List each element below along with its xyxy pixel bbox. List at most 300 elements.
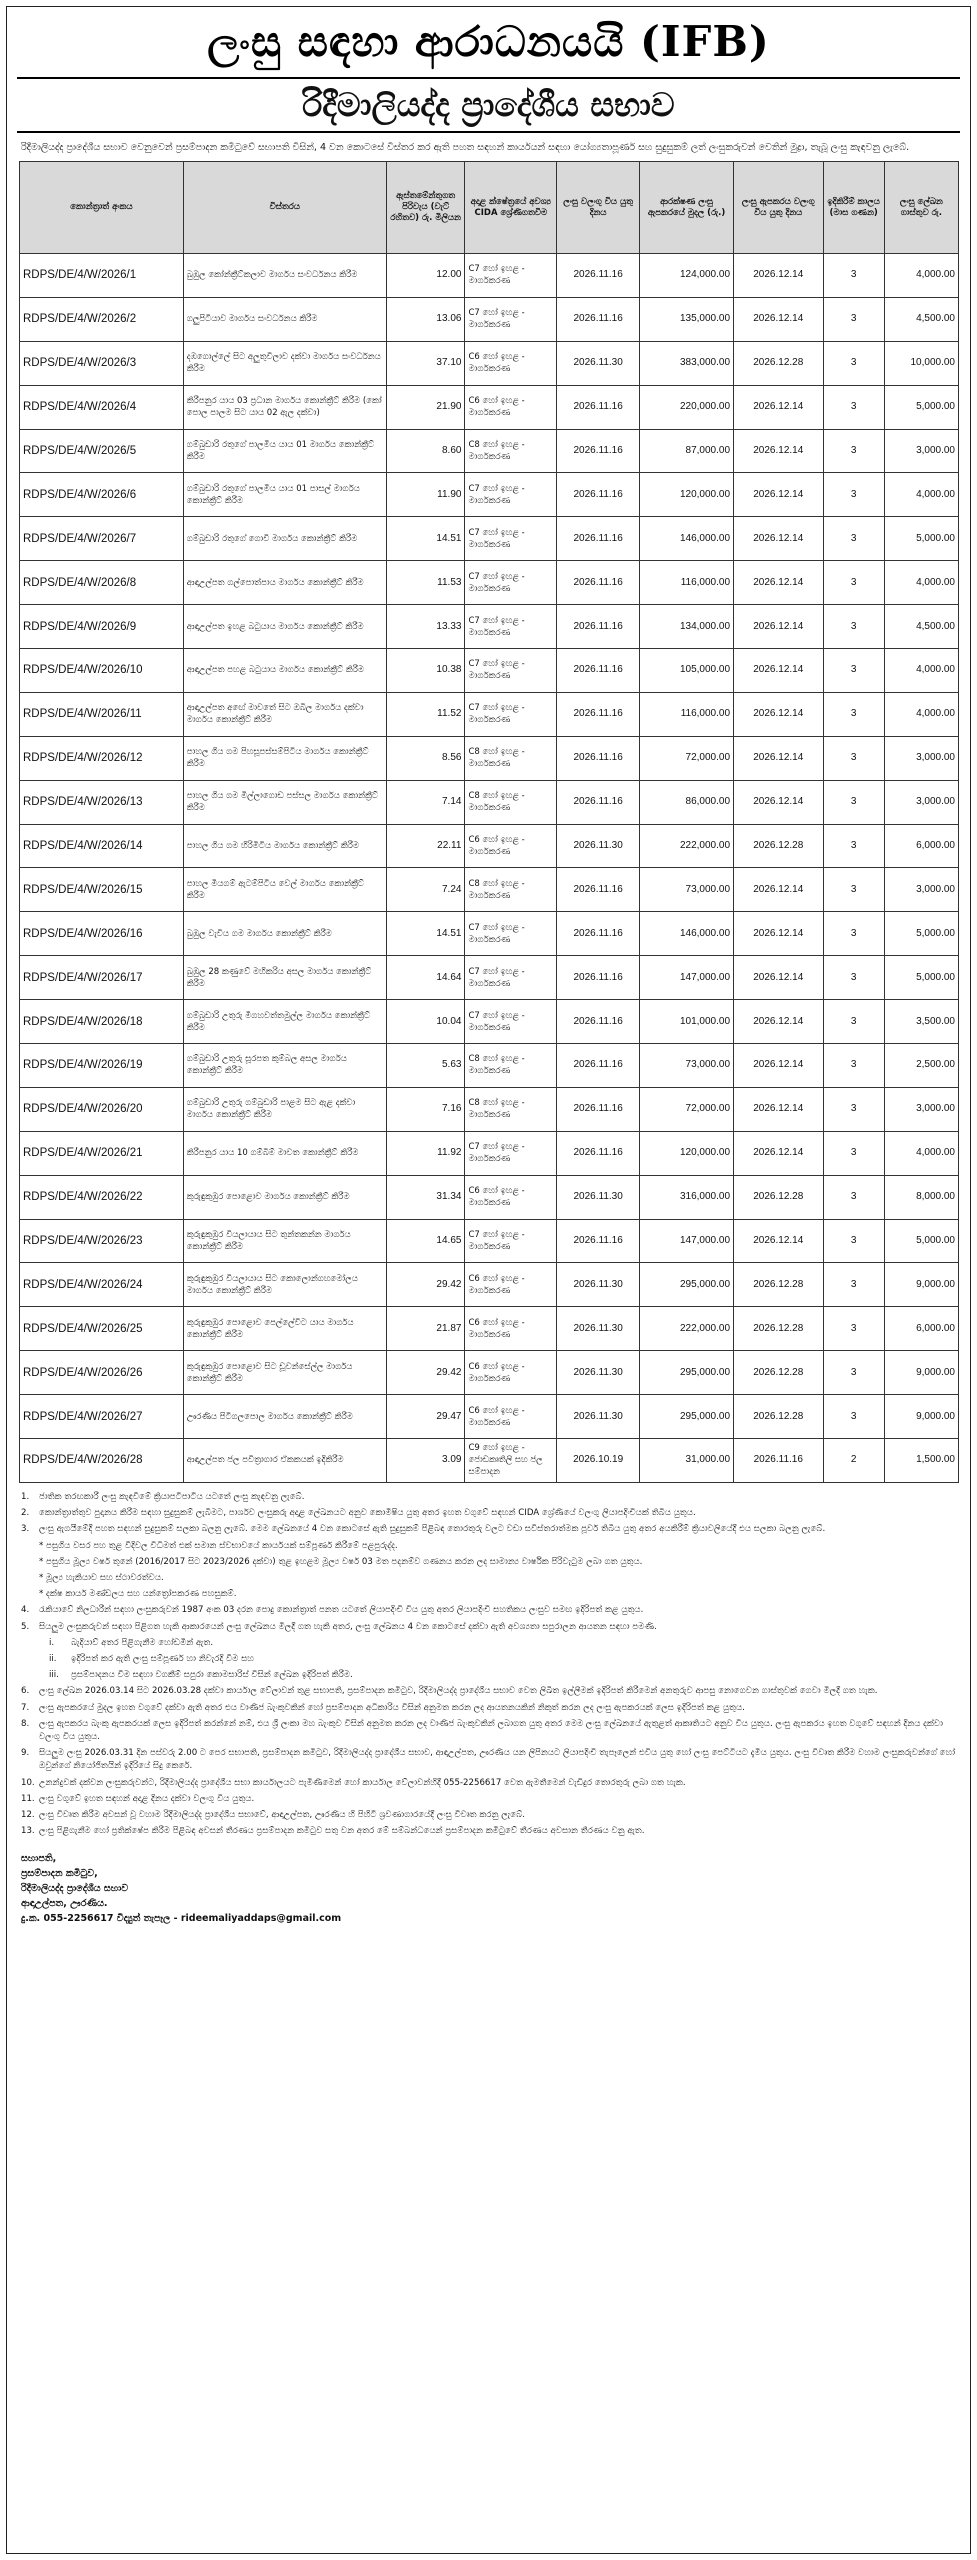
work-description: කුරුඳුකුඹුර වියලායාය සිට කොලොන්ගහමෝලය මාර්ගය කොන්ක්‍රීට් කිරීම — [183, 1263, 386, 1307]
construction-period: 3 — [823, 736, 884, 780]
document-fee: 3,500.00 — [884, 1000, 958, 1044]
construction-period: 3 — [823, 297, 884, 341]
work-description: පාහල ගිය ගම පිහසූපස්සම්පිටිය මාර්ගය කොන්ක්‍රීට් කිරීම — [183, 736, 386, 780]
notes-section — [7, 1483, 970, 1838]
note-item — [21, 1747, 956, 1773]
contract-number: RDPS/DE/4/W/2026/10 — [20, 649, 184, 693]
contract-number: RDPS/DE/4/W/2026/26 — [20, 1351, 184, 1395]
note-number — [21, 1556, 39, 1569]
table-row — [20, 956, 959, 1000]
document-fee: 5,000.00 — [884, 385, 958, 429]
document-fee: 4,500.00 — [884, 297, 958, 341]
contract-number: RDPS/DE/4/W/2026/25 — [20, 1307, 184, 1351]
contract-number: RDPS/DE/4/W/2026/16 — [20, 912, 184, 956]
bid-validity-date: 2026.11.16 — [557, 780, 640, 824]
contract-number: RDPS/DE/4/W/2026/4 — [20, 385, 184, 429]
document-fee: 4,000.00 — [884, 473, 958, 517]
intro-paragraph: රිදීමාලියද්ද ප්‍රාදේශීය සභාව වෙනුවෙන් ප්‍රසම්පාදන කමිටුවේ සභාපති විසින්, 4 වන කොටසේ විස්තර කර ඇති පහත සඳහන් කාර්යයන් සඳහා යෝග්‍යතාපූර්ණ සහ සුදුසුකම් ලත් ලංසුකරුවන් වෙතින් මුද්‍රා, තැබූ ලංසු කැඳවනු ලැබේ. — [21, 142, 910, 153]
bid-validity-date: 2026.11.30 — [557, 341, 640, 385]
table-row — [20, 649, 959, 693]
notice-title: ලංසු සඳහා ආරාධනයයි (IFB) — [207, 17, 770, 66]
bid-security-amount: 73,000.00 — [640, 1044, 734, 1088]
notice-page — [6, 6, 971, 2554]
cida-grade: C7 හෝ ඉහළ - මාර්ගකරණ — [465, 1000, 557, 1044]
contract-number: RDPS/DE/4/W/2026/5 — [20, 429, 184, 473]
security-validity-date: 2026.12.14 — [734, 473, 824, 517]
security-validity-date: 2026.12.28 — [734, 824, 824, 868]
cida-grade: C8 හෝ ඉහළ - මාර්ගකරණ — [465, 780, 557, 824]
bid-security-amount: 31,000.00 — [640, 1439, 734, 1483]
construction-period: 3 — [823, 912, 884, 956]
table-row — [20, 1087, 959, 1131]
note-number — [21, 1572, 39, 1585]
signature-line: රිදීමාලියද්ද ප්‍රාදේශීය සභාව — [21, 1883, 129, 1895]
cida-grade: C6 හෝ ඉහළ - මාර්ගකරණ — [465, 1175, 557, 1219]
security-validity-date: 2026.12.14 — [734, 297, 824, 341]
table-row — [20, 1175, 959, 1219]
estimated-cost: 7.14 — [386, 780, 465, 824]
note-number: 2. — [21, 1508, 30, 1519]
security-validity-date: 2026.12.14 — [734, 912, 824, 956]
note-number: 11. — [21, 1793, 35, 1804]
construction-period: 3 — [823, 605, 884, 649]
security-validity-date: 2026.12.14 — [734, 1087, 824, 1131]
table-row — [20, 736, 959, 780]
bid-validity-date: 2026.11.16 — [557, 1087, 640, 1131]
contract-number: RDPS/DE/4/W/2026/28 — [20, 1439, 184, 1483]
note-item — [21, 1777, 956, 1790]
column-header: ලංසු ඇපකරය වලංගු විය යුතු දිනය — [734, 162, 824, 254]
cida-grade: C7 හෝ ඉහළ - මාර්ගකරණ — [465, 692, 557, 736]
note-item — [21, 1793, 956, 1806]
cida-grade: C7 හෝ ඉහළ - මාර්ගකරණ — [465, 1131, 557, 1175]
bid-security-amount: 101,000.00 — [640, 1000, 734, 1044]
column-header: ඉදිකිරීම් කාලය (මාස ගණන) — [823, 162, 884, 254]
note-text: * මූල්‍ය හැකියාව සහ ස්ථාවරත්වය. — [39, 1572, 164, 1583]
bid-validity-date: 2026.11.16 — [557, 736, 640, 780]
work-description: ගම්බුඩාරි රතුගේ ගොවි මාර්ගය කොන්ක්‍රීට් කිරීම — [183, 517, 386, 561]
work-description: පාහල ගිය ගම හිරිමිටිය මාර්ගය කොන්ක්‍රීට් කිරීම — [183, 824, 386, 868]
security-validity-date: 2026.12.14 — [734, 1219, 824, 1263]
document-fee: 4,000.00 — [884, 692, 958, 736]
note-item — [21, 1540, 956, 1553]
note-text: ලංසු ඇපකරය බැංකු ඇපකරයක් ලෙස ඉදිරිපත් කරන්නේ නම්, එය ශ්‍රී ලංකා මහ බැංකුව විසින් අනුමත කරන ලද වාණිජ බැංකුවකින් ලබාගත යුතු අතර මෙම ලංසු ලේඛනයේ ඇතුළත් ආකෘතියට අනුව විය යුතුය. ලංසු ඇපකරය ඉහත වගුවේ සඳහන් දිනය දක්වා වලංගු විය යුතුය. — [39, 1718, 943, 1742]
bid-validity-date: 2026.11.16 — [557, 912, 640, 956]
security-validity-date: 2026.12.14 — [734, 561, 824, 605]
work-description: ගම්බුඩාරි උතුරු සූරපත කුම්බල අසල මාර්ගය කොන්ක්‍රීට් කිරීම — [183, 1044, 386, 1088]
bid-security-amount: 124,000.00 — [640, 254, 734, 298]
document-fee: 1,500.00 — [884, 1439, 958, 1483]
security-validity-date: 2026.11.16 — [734, 1439, 824, 1483]
estimated-cost: 14.64 — [386, 956, 465, 1000]
cida-grade: C7 හෝ ඉහළ - මාර්ගකරණ — [465, 473, 557, 517]
note-text: * දක්ෂ කාර්ය මණ්ඩලය සහ යන්ත්‍රෝපකරණ පහසුකම්. — [39, 1589, 237, 1600]
construction-period: 3 — [823, 1175, 884, 1219]
table-row — [20, 1307, 959, 1351]
estimated-cost: 3.09 — [386, 1439, 465, 1483]
note-text: ලංසු විවෘත කිරීම අවසන් වූ වහාම රිදීමාලියද්ද ප්‍රාදේශීය සභාවේ, ආඳාඋල්පත, ඌරණිය හි පිහිටි ශ්‍රවණාගාරයේදී ලංසු විවෘත කරනු ලැබේ. — [39, 1810, 525, 1820]
notice-subtitle: රිදීමාලියද්ද ප්‍රාදේශීය සභාව — [17, 77, 960, 133]
estimated-cost: 10.38 — [386, 649, 465, 693]
contract-number: RDPS/DE/4/W/2026/2 — [20, 297, 184, 341]
work-description: කිරීපනුර යාය 10 ගම්බිම් මාවත කොන්ක්‍රීට් කිරීම — [183, 1131, 386, 1175]
estimated-cost: 29.42 — [386, 1351, 465, 1395]
estimated-cost: 22.11 — [386, 824, 465, 868]
bid-validity-date: 2026.11.16 — [557, 297, 640, 341]
note-text: ලංසු ඇගයීමේදී පහත සඳහන් සුදුසුකම් සලකා බලනු ලැබේ. මෙම ලේඛනයේ 4 වන කොටසේ ඇති සුදුසුකම් පිළිබඳ තොරතුරු වලට වඩා සවිස්තරාත්මක පූර්ව තිබිය යුතු අතර අයකිරීම් ක්‍රියාවලියේදී එය සලකා බලනු ලැබේ. — [39, 1524, 826, 1535]
work-description: කුරුඳුකුඹුර පොළොව මාර්ගය කොන්ක්‍රීට් කිරීම — [183, 1175, 386, 1219]
bid-validity-date: 2026.11.16 — [557, 1131, 640, 1175]
work-description: ආඳාඋල්පත පහළ බටුයාය මාර්ගය කොන්ක්‍රීට් කිරීම — [183, 649, 386, 693]
construction-period: 3 — [823, 385, 884, 429]
work-description: ආඳාඋල්පත ජල පවිත්‍රාගාර ඒකකයක් ඉදිකිරීම — [183, 1439, 386, 1483]
table-row — [20, 1219, 959, 1263]
construction-period: 3 — [823, 561, 884, 605]
column-header: ආරක්ෂණ ලංසු ඇපකරයේ මුදල (රු.) — [640, 162, 734, 254]
bid-validity-date: 2026.11.30 — [557, 824, 640, 868]
construction-period: 3 — [823, 1219, 884, 1263]
security-validity-date: 2026.12.14 — [734, 1044, 824, 1088]
contract-number: RDPS/DE/4/W/2026/27 — [20, 1395, 184, 1439]
note-number: 9. — [21, 1748, 30, 1759]
bid-security-amount: 86,000.00 — [640, 780, 734, 824]
security-validity-date: 2026.12.14 — [734, 1131, 824, 1175]
note-item — [21, 1507, 956, 1520]
note-text: රැකියාවේ නිලධාරීන් සඳහා ලංසුකරුවන් 1987 අංක 03 දරන පොදු කොන්ත්‍රාත් පනත යටතේ ලියාපදිංචි විය යුතු අතර ලියාපදිංචි සහතිකය ලංසුව සමඟ ඉදිරිපත් කළ යුතුය. — [39, 1605, 644, 1616]
bid-validity-date: 2026.11.16 — [557, 473, 640, 517]
estimated-cost: 7.24 — [386, 868, 465, 912]
bid-security-amount: 146,000.00 — [640, 517, 734, 561]
document-fee: 8,000.00 — [884, 1175, 958, 1219]
document-fee: 9,000.00 — [884, 1395, 958, 1439]
table-row — [20, 1263, 959, 1307]
bid-validity-date: 2026.11.16 — [557, 692, 640, 736]
note-number — [21, 1540, 39, 1553]
column-header: අදාළ ක්ෂේත්‍රයේ අවශ්‍ය CIDA ශ්‍රේණිගතවීම — [465, 162, 557, 254]
document-fee: 3,000.00 — [884, 868, 958, 912]
note-item — [21, 1685, 956, 1698]
table-row — [20, 385, 959, 429]
bid-security-amount: 116,000.00 — [640, 692, 734, 736]
security-validity-date: 2026.12.14 — [734, 385, 824, 429]
work-description: ගලුපිටියාව මාර්ගය සංවර්ධනය කිරීම — [183, 297, 386, 341]
document-fee: 3,000.00 — [884, 780, 958, 824]
cida-grade: C8 හෝ ඉහළ - මාර්ගකරණ — [465, 736, 557, 780]
bid-validity-date: 2026.11.16 — [557, 1044, 640, 1088]
column-header: කොන්ත්‍රාත් අංකය — [20, 162, 184, 254]
cida-grade: C7 හෝ ඉහළ - මාර්ගකරණ — [465, 297, 557, 341]
security-validity-date: 2026.12.28 — [734, 1175, 824, 1219]
estimated-cost: 31.34 — [386, 1175, 465, 1219]
estimated-cost: 8.60 — [386, 429, 465, 473]
note-number: 1. — [21, 1491, 30, 1502]
work-description: කුරුඳුකුඹුර පොළොව පෙල්ලේවිට යාය මාර්ගය කොන්ක්‍රීට් කිරීම — [183, 1307, 386, 1351]
column-header: ලංසු වලංගු විය යුතු දිනය — [557, 162, 640, 254]
bid-security-amount: 87,000.00 — [640, 429, 734, 473]
construction-period: 3 — [823, 1263, 884, 1307]
cida-grade: C7 හෝ ඉහළ - මාර්ගකරණ — [465, 561, 557, 605]
note-text: ලංසු වගුවේ ඉහත සඳහන් අදාළ දිනය දක්වා වලංගු විය යුතුය. — [39, 1793, 255, 1804]
bid-security-amount: 146,000.00 — [640, 912, 734, 956]
note-number: i. — [49, 1637, 55, 1648]
table-row — [20, 1131, 959, 1175]
construction-period: 3 — [823, 1131, 884, 1175]
construction-period: 3 — [823, 254, 884, 298]
contract-number: RDPS/DE/4/W/2026/18 — [20, 1000, 184, 1044]
cida-grade: C7 හෝ ඉහළ - මාර්ගකරණ — [465, 956, 557, 1000]
bid-security-amount: 383,000.00 — [640, 341, 734, 385]
column-header: ඇස්තමේන්තුගත පිරිවැය (වැට් රහිතව) රු. මිලියන — [386, 162, 465, 254]
bid-security-amount: 105,000.00 — [640, 649, 734, 693]
note-text: ජාතික තරඟකාරී ලංසු කැඳවීමේ ක්‍රියාපටිපාටිය යටතේ ලංසු කැඳවනු ලැබේ. — [39, 1491, 305, 1502]
contact-line: දු.ක. 055-2256617 විද්‍යුත් තැපෑල - rideemaliyaddaps@gmail.com — [21, 1913, 342, 1925]
bid-validity-date: 2026.10.19 — [557, 1439, 640, 1483]
note-item — [21, 1556, 956, 1569]
cida-grade: C6 හෝ ඉහළ - මාර්ගකරණ — [465, 824, 557, 868]
bid-validity-date: 2026.11.30 — [557, 1175, 640, 1219]
cida-grade: C7 හෝ ඉහළ - මාර්ගකරණ — [465, 649, 557, 693]
contract-number: RDPS/DE/4/W/2026/22 — [20, 1175, 184, 1219]
note-item — [21, 1637, 956, 1650]
bid-security-amount: 222,000.00 — [640, 824, 734, 868]
bid-validity-date: 2026.11.16 — [557, 1000, 640, 1044]
work-description: ගම්බුඩාරි රතුගේ පාලමීය යාය 01 පාසල් මාර්ගය කොන්ක්‍රීට් කිරීම — [183, 473, 386, 517]
note-number — [21, 1588, 39, 1601]
estimated-cost: 8.56 — [386, 736, 465, 780]
document-fee: 5,000.00 — [884, 1219, 958, 1263]
construction-period: 3 — [823, 780, 884, 824]
work-description: ගම්බුඩාරි රතුගේ පාලමීය යාය 01 මාර්ගය කොන්ක්‍රීට් කිරීම — [183, 429, 386, 473]
work-description: බුඹුල 28 කණුවේ මහිකරිය අසල මාර්ගය කොන්ක්‍රීට් කිරීම — [183, 956, 386, 1000]
construction-period: 3 — [823, 1395, 884, 1439]
bid-security-amount: 72,000.00 — [640, 736, 734, 780]
contract-number: RDPS/DE/4/W/2026/23 — [20, 1219, 184, 1263]
table-row — [20, 341, 959, 385]
document-fee: 9,000.00 — [884, 1351, 958, 1395]
note-number: 13. — [21, 1826, 35, 1837]
security-validity-date: 2026.12.14 — [734, 429, 824, 473]
document-fee: 4,000.00 — [884, 649, 958, 693]
estimated-cost: 10.04 — [386, 1000, 465, 1044]
note-text: ලංසු ඇපකරයේ මුදල ඉහත වගුවේ දක්වා ඇති අතර එය වාණිජ බැංකුවකින් හෝ ප්‍රසම්පාදන අධිකාරිය විසින් අනුමත කරන ලද ආයතනයකින් නිකුත් කරන ලද ලංසු ඇපකරයක් ලෙස ඉදිරිපත් කළ යුතුය. — [39, 1702, 745, 1713]
document-fee: 4,000.00 — [884, 561, 958, 605]
bid-security-amount: 295,000.00 — [640, 1263, 734, 1307]
bid-security-amount: 222,000.00 — [640, 1307, 734, 1351]
document-fee: 10,000.00 — [884, 341, 958, 385]
bid-validity-date: 2026.11.30 — [557, 1395, 640, 1439]
construction-period: 3 — [823, 868, 884, 912]
contract-number: RDPS/DE/4/W/2026/11 — [20, 692, 184, 736]
construction-period: 3 — [823, 517, 884, 561]
table-row — [20, 1351, 959, 1395]
note-text: * පසුගිය මූල්‍ය වර්ෂ තුනේ (2016/2017 සිට 2023/2026 දක්වා) තුළ ඉහළම මූල්‍ය වර්ෂ 03 මත පදනම්ව ගණනය කරන ලද සාමාන්‍ය වාර්ෂික පිරිවැටුම ලබා ගත යුතුය. — [39, 1556, 643, 1567]
cida-grade: C8 හෝ ඉහළ - මාර්ගකරණ — [465, 868, 557, 912]
note-number: 4. — [21, 1605, 30, 1616]
table-row — [20, 297, 959, 341]
contract-number: RDPS/DE/4/W/2026/13 — [20, 780, 184, 824]
note-item — [21, 1621, 956, 1634]
cida-grade: C6 හෝ ඉහළ - මාර්ගකරණ — [465, 1351, 557, 1395]
bid-validity-date: 2026.11.16 — [557, 868, 640, 912]
construction-period: 3 — [823, 1044, 884, 1088]
document-fee: 3,000.00 — [884, 736, 958, 780]
note-number: 6. — [21, 1686, 30, 1697]
bid-security-amount: 134,000.00 — [640, 605, 734, 649]
construction-period: 3 — [823, 1351, 884, 1395]
bid-security-amount: 116,000.00 — [640, 561, 734, 605]
contract-number: RDPS/DE/4/W/2026/3 — [20, 341, 184, 385]
note-number: iii. — [49, 1670, 59, 1681]
security-validity-date: 2026.12.14 — [734, 780, 824, 824]
estimated-cost: 37.10 — [386, 341, 465, 385]
contract-number: RDPS/DE/4/W/2026/21 — [20, 1131, 184, 1175]
cida-grade: C6 හෝ ඉහළ - මාර්ගකරණ — [465, 1263, 557, 1307]
note-number: 8. — [21, 1718, 30, 1729]
bid-security-amount: 147,000.00 — [640, 956, 734, 1000]
document-fee: 4,000.00 — [884, 254, 958, 298]
bid-security-amount: 295,000.00 — [640, 1395, 734, 1439]
work-description: කිරීපනුර යාය 03 ප්‍රධාන මාර්ගය කොන්ක්‍රීට් කිරීම (කෝ පොල පාලම සිට යාය 02 ඇල දක්වා) — [183, 385, 386, 429]
bid-validity-date: 2026.11.16 — [557, 561, 640, 605]
table-row — [20, 605, 959, 649]
note-item — [21, 1588, 956, 1601]
security-validity-date: 2026.12.14 — [734, 1000, 824, 1044]
construction-period: 3 — [823, 692, 884, 736]
contract-number: RDPS/DE/4/W/2026/19 — [20, 1044, 184, 1088]
work-description: පාහල මියගම් ඇටම්පිටිය වෙල් මාර්ගය කොන්ක්‍රීට් කිරීම — [183, 868, 386, 912]
cida-grade: C7 හෝ ඉහළ - මාර්ගකරණ — [465, 517, 557, 561]
table-row — [20, 692, 959, 736]
construction-period: 3 — [823, 1087, 884, 1131]
cida-grade: C6 හෝ ඉහළ - මාර්ගකරණ — [465, 341, 557, 385]
note-item — [21, 1604, 956, 1617]
table-row — [20, 824, 959, 868]
cida-grade: C8 හෝ ඉහළ - මාර්ගකරණ — [465, 429, 557, 473]
bid-validity-date: 2026.11.16 — [557, 605, 640, 649]
note-item — [21, 1669, 956, 1682]
construction-period: 3 — [823, 1000, 884, 1044]
contract-number: RDPS/DE/4/W/2026/20 — [20, 1087, 184, 1131]
contract-number: RDPS/DE/4/W/2026/1 — [20, 254, 184, 298]
bid-validity-date: 2026.11.16 — [557, 956, 640, 1000]
table-row — [20, 1000, 959, 1044]
cida-grade: C7 හෝ ඉහළ - මාර්ගකරණ — [465, 1219, 557, 1263]
contract-number: RDPS/DE/4/W/2026/9 — [20, 605, 184, 649]
column-header: ලංසු ලේඛන ගාස්තුව රු. — [884, 162, 958, 254]
table-header-row — [20, 162, 959, 254]
bid-security-amount: 73,000.00 — [640, 868, 734, 912]
estimated-cost: 11.90 — [386, 473, 465, 517]
note-item — [21, 1702, 956, 1715]
estimated-cost: 7.16 — [386, 1087, 465, 1131]
security-validity-date: 2026.12.28 — [734, 1307, 824, 1351]
estimated-cost: 11.52 — [386, 692, 465, 736]
estimated-cost: 5.63 — [386, 1044, 465, 1088]
signature-block — [7, 1841, 970, 1926]
table-row — [20, 780, 959, 824]
estimated-cost: 21.90 — [386, 385, 465, 429]
estimated-cost: 13.33 — [386, 605, 465, 649]
security-validity-date: 2026.12.14 — [734, 868, 824, 912]
bid-validity-date: 2026.11.30 — [557, 1263, 640, 1307]
bid-security-amount: 135,000.00 — [640, 297, 734, 341]
bid-validity-date: 2026.11.16 — [557, 1219, 640, 1263]
table-row — [20, 912, 959, 956]
document-fee: 9,000.00 — [884, 1263, 958, 1307]
work-description: ඌරණිය පිටිගලපොල මාර්ගය කොන්ක්‍රීට් කිරීම — [183, 1395, 386, 1439]
document-fee: 5,000.00 — [884, 517, 958, 561]
cida-grade: C7 හෝ ඉහළ - මාර්ගකරණ — [465, 912, 557, 956]
note-text: ලංසු ලේඛන 2026.03.14 සිට 2026.03.28 දක්වා කාර්යාල වේලාවන් තුළ සභාපති, ප්‍රසම්පාදන කමිටුව, රිදීමාලියද්ද ප්‍රාදේශීය සභාව වෙත ලිඛිත ඉල්ලීමක් ඉදිරිපත් කිරීමෙන් අනතුරුව ආපසු නොගෙවන ගාස්තුවක් ගෙවා මිලදී ගත හැක. — [39, 1686, 878, 1697]
bid-validity-date: 2026.11.30 — [557, 1307, 640, 1351]
bid-security-amount: 72,000.00 — [640, 1087, 734, 1131]
cida-grade: C9 හෝ ඉහළ - ජොඩකෘතිලි සහ ජල සම්පාදන — [465, 1439, 557, 1483]
estimated-cost: 29.47 — [386, 1395, 465, 1439]
contract-number: RDPS/DE/4/W/2026/12 — [20, 736, 184, 780]
table-body — [20, 254, 959, 1483]
cida-grade: C7 හෝ ඉහළ - මාර්ගකරණ — [465, 254, 557, 298]
bid-security-amount: 316,000.00 — [640, 1175, 734, 1219]
document-fee: 4,500.00 — [884, 605, 958, 649]
signature-line: ප්‍රසම්පාදන කමිටුව, — [21, 1868, 98, 1880]
security-validity-date: 2026.12.14 — [734, 736, 824, 780]
work-description: ආඳාඋල්පත ගල්පොත්පාය මාර්ගය කොන්ක්‍රීට් කිරීම — [183, 561, 386, 605]
note-number: ii. — [49, 1653, 57, 1664]
table-row — [20, 1439, 959, 1483]
bid-validity-date: 2026.11.16 — [557, 385, 640, 429]
security-validity-date: 2026.12.28 — [734, 341, 824, 385]
document-fee: 6,000.00 — [884, 1307, 958, 1351]
note-item — [21, 1572, 956, 1585]
security-validity-date: 2026.12.14 — [734, 956, 824, 1000]
security-validity-date: 2026.12.28 — [734, 1263, 824, 1307]
construction-period: 2 — [823, 1439, 884, 1483]
contract-number: RDPS/DE/4/W/2026/8 — [20, 561, 184, 605]
cida-grade: C6 හෝ ඉහළ - මාර්ගකරණ — [465, 385, 557, 429]
note-text: උනන්දුවක් දක්වන ලංසුකරුවන්ට, රිදීමාලියද්ද ප්‍රාදේශීය සභා කාර්යාලයට පැමිණීමෙන් හෝ කාර්යාල වේලාවන්හිදී 055-2256617 වෙත ඇමතීමෙන් වැඩිදුර තොරතුරු ලබා ගත හැක. — [39, 1777, 686, 1788]
bid-validity-date: 2026.11.16 — [557, 429, 640, 473]
table-row — [20, 517, 959, 561]
note-item — [21, 1718, 956, 1744]
security-validity-date: 2026.12.28 — [734, 1351, 824, 1395]
note-number: 5. — [21, 1621, 30, 1632]
note-item — [21, 1825, 956, 1838]
document-fee: 2,500.00 — [884, 1044, 958, 1088]
table-row — [20, 429, 959, 473]
cida-grade: C7 හෝ ඉහළ - මාර්ගකරණ — [465, 605, 557, 649]
work-description: කුරුඳුකුඹුර පොළොව සිට ඩූවන්සේල්ල මාර්ගය කොන්ක්‍රීට් කිරීම — [183, 1351, 386, 1395]
bid-security-amount: 120,000.00 — [640, 473, 734, 517]
document-fee: 5,000.00 — [884, 956, 958, 1000]
contract-number: RDPS/DE/4/W/2026/17 — [20, 956, 184, 1000]
work-description: බුඹුල කෝන්ක්‍රීට්කලාව මාර්ගය සංවර්ධනය කිරීම — [183, 254, 386, 298]
table-row — [20, 868, 959, 912]
work-description: ආඳාඋල්පත අඟේ මාවතේ සිට ඔබිල මාර්ගය දක්වා මාර්ගය කොන්ක්‍රීට් කිරීම — [183, 692, 386, 736]
note-number: 10. — [21, 1777, 35, 1788]
note-number: 3. — [21, 1524, 30, 1535]
security-validity-date: 2026.12.28 — [734, 1395, 824, 1439]
estimated-cost: 29.42 — [386, 1263, 465, 1307]
note-text: සියලුම ලංසු 2026.03.31 දින පස්වරු 2.00 ට පෙර සභාපති, ප්‍රසම්පාදන කමිටුව, රිදීමාලියද්ද ප්‍රාදේශීය සභාව, ආඳාඋල්පත, ඌරණිය යන ලිපිනයට ලියාපදිංචි තැපෑලෙන් එවිය යුතු හෝ ලංසු පෙට්ටියට දැමිය යුතුය. ලංසු විවෘත කිරීම වහාම ලංසුකරුවන්ගේ හෝ ඔවුන්ගේ නියෝජිතයින් ඉදිරියේ සිදු කෙරේ. — [39, 1748, 956, 1772]
construction-period: 3 — [823, 824, 884, 868]
estimated-cost: 11.53 — [386, 561, 465, 605]
contract-number: RDPS/DE/4/W/2026/24 — [20, 1263, 184, 1307]
work-description: පාහල ගිය ගම මිල්ලාගොඩ පස්සල මාර්ගය කොන්ක්‍රීට් කිරීම — [183, 780, 386, 824]
estimated-cost: 12.00 — [386, 254, 465, 298]
table-row — [20, 1395, 959, 1439]
bid-security-amount: 147,000.00 — [640, 1219, 734, 1263]
contract-number: RDPS/DE/4/W/2026/7 — [20, 517, 184, 561]
